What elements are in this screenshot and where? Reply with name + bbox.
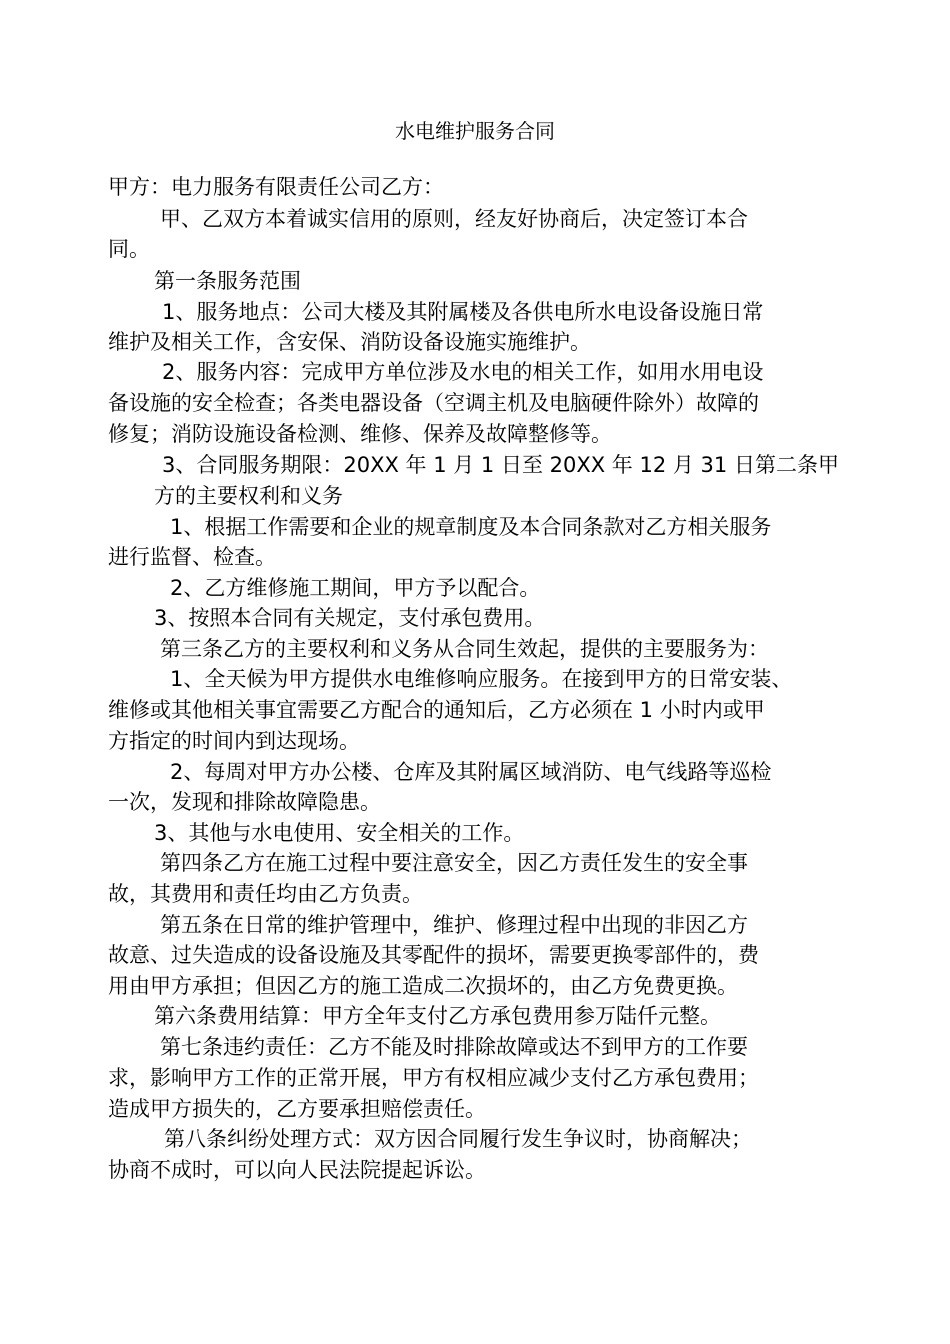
clause-line: 2、每周对甲方办公楼、仓库及其附属区域消防、电气线路等巡检 [170,760,772,784]
intro-line: 甲、乙双方本着诚实信用的原则，经友好协商后，决定签订本合 [160,207,748,231]
party-line: 甲方：电力服务有限责任公司乙方： [108,175,444,199]
section-heading: 第八条纠纷处理方式：双方因合同履行发生争议时，协商解决； [164,1127,752,1151]
clause-line: 用由甲方承担；但因乙方的施工造成二次损坏的，由乙方免费更换。 [108,974,738,998]
clause-line: 协商不成时，可以向人民法院提起诉讼。 [108,1158,486,1182]
clause-line: 3、合同服务期限：20XX 年 1 月 1 日至 20XX 年 12 月 31 日第二条甲 [162,453,839,477]
clause-line: 1、服务地点：公司大楼及其附属楼及各供电所水电设备设施日常 [162,300,764,324]
clause-line: 2、乙方维修施工期间，甲方予以配合。 [170,576,541,600]
section-heading: 第六条费用结算：甲方全年支付乙方承包费用参万陆仟元整。 [154,1004,721,1028]
clause-line: 方的主要权利和义务 [154,484,343,508]
clause-line: 备设施的安全检查；各类电器设备（空调主机及电脑硬件除外）故障的 [108,391,759,415]
intro-line: 同。 [108,237,150,261]
section-heading: 第七条违约责任：乙方不能及时排除故障或达不到甲方的工作要 [160,1035,748,1059]
clause-line: 维修或其他相关事宜需要乙方配合的通知后，乙方必须在 1 小时内或甲 [108,698,765,722]
clause-line: 维护及相关工作，含安保、消防设备设施实施维护。 [108,330,591,354]
section-heading: 第四条乙方在施工过程中要注意安全，因乙方责任发生的安全事 [160,851,748,875]
clause-line: 造成甲方损失的，乙方要承担赔偿责任。 [108,1097,486,1121]
section-heading: 第五条在日常的维护管理中，维护、修理过程中出现的非因乙方 [160,913,748,937]
clause-line: 进行监督、检查。 [108,545,276,569]
clause-line: 故，其费用和责任均由乙方负责。 [108,882,423,906]
clause-line: 3、按照本合同有关规定，支付承包费用。 [154,606,546,630]
clause-line: 2、服务内容：完成甲方单位涉及水电的相关工作，如用水用电设 [162,360,764,384]
clause-line: 方指定的时间内到达现场。 [108,729,360,753]
clause-line: 故意、过失造成的设备设施及其零配件的损坏，需要更换零部件的，费 [108,943,759,967]
clause-line: 修复；消防设施设备检测、维修、保养及故障整修等。 [108,422,612,446]
page-title: 水电维护服务合同 [395,119,555,143]
clause-line: 1、根据工作需要和企业的规章制度及本合同条款对乙方相关服务 [170,515,772,539]
clause-line: 一次，发现和排除故障隐患。 [108,790,381,814]
clause-line: 3、其他与水电使用、安全相关的工作。 [154,821,525,845]
clause-line: 求，影响甲方工作的正常开展，甲方有权相应减少支付乙方承包费用； [108,1066,759,1090]
clause-line: 1、全天候为甲方提供水电维修响应服务。在接到甲方的日常安装、 [170,667,793,691]
section-heading: 第三条乙方的主要权利和义务从合同生效起，提供的主要服务为： [160,637,769,661]
section-heading: 第一条服务范围 [154,269,301,293]
